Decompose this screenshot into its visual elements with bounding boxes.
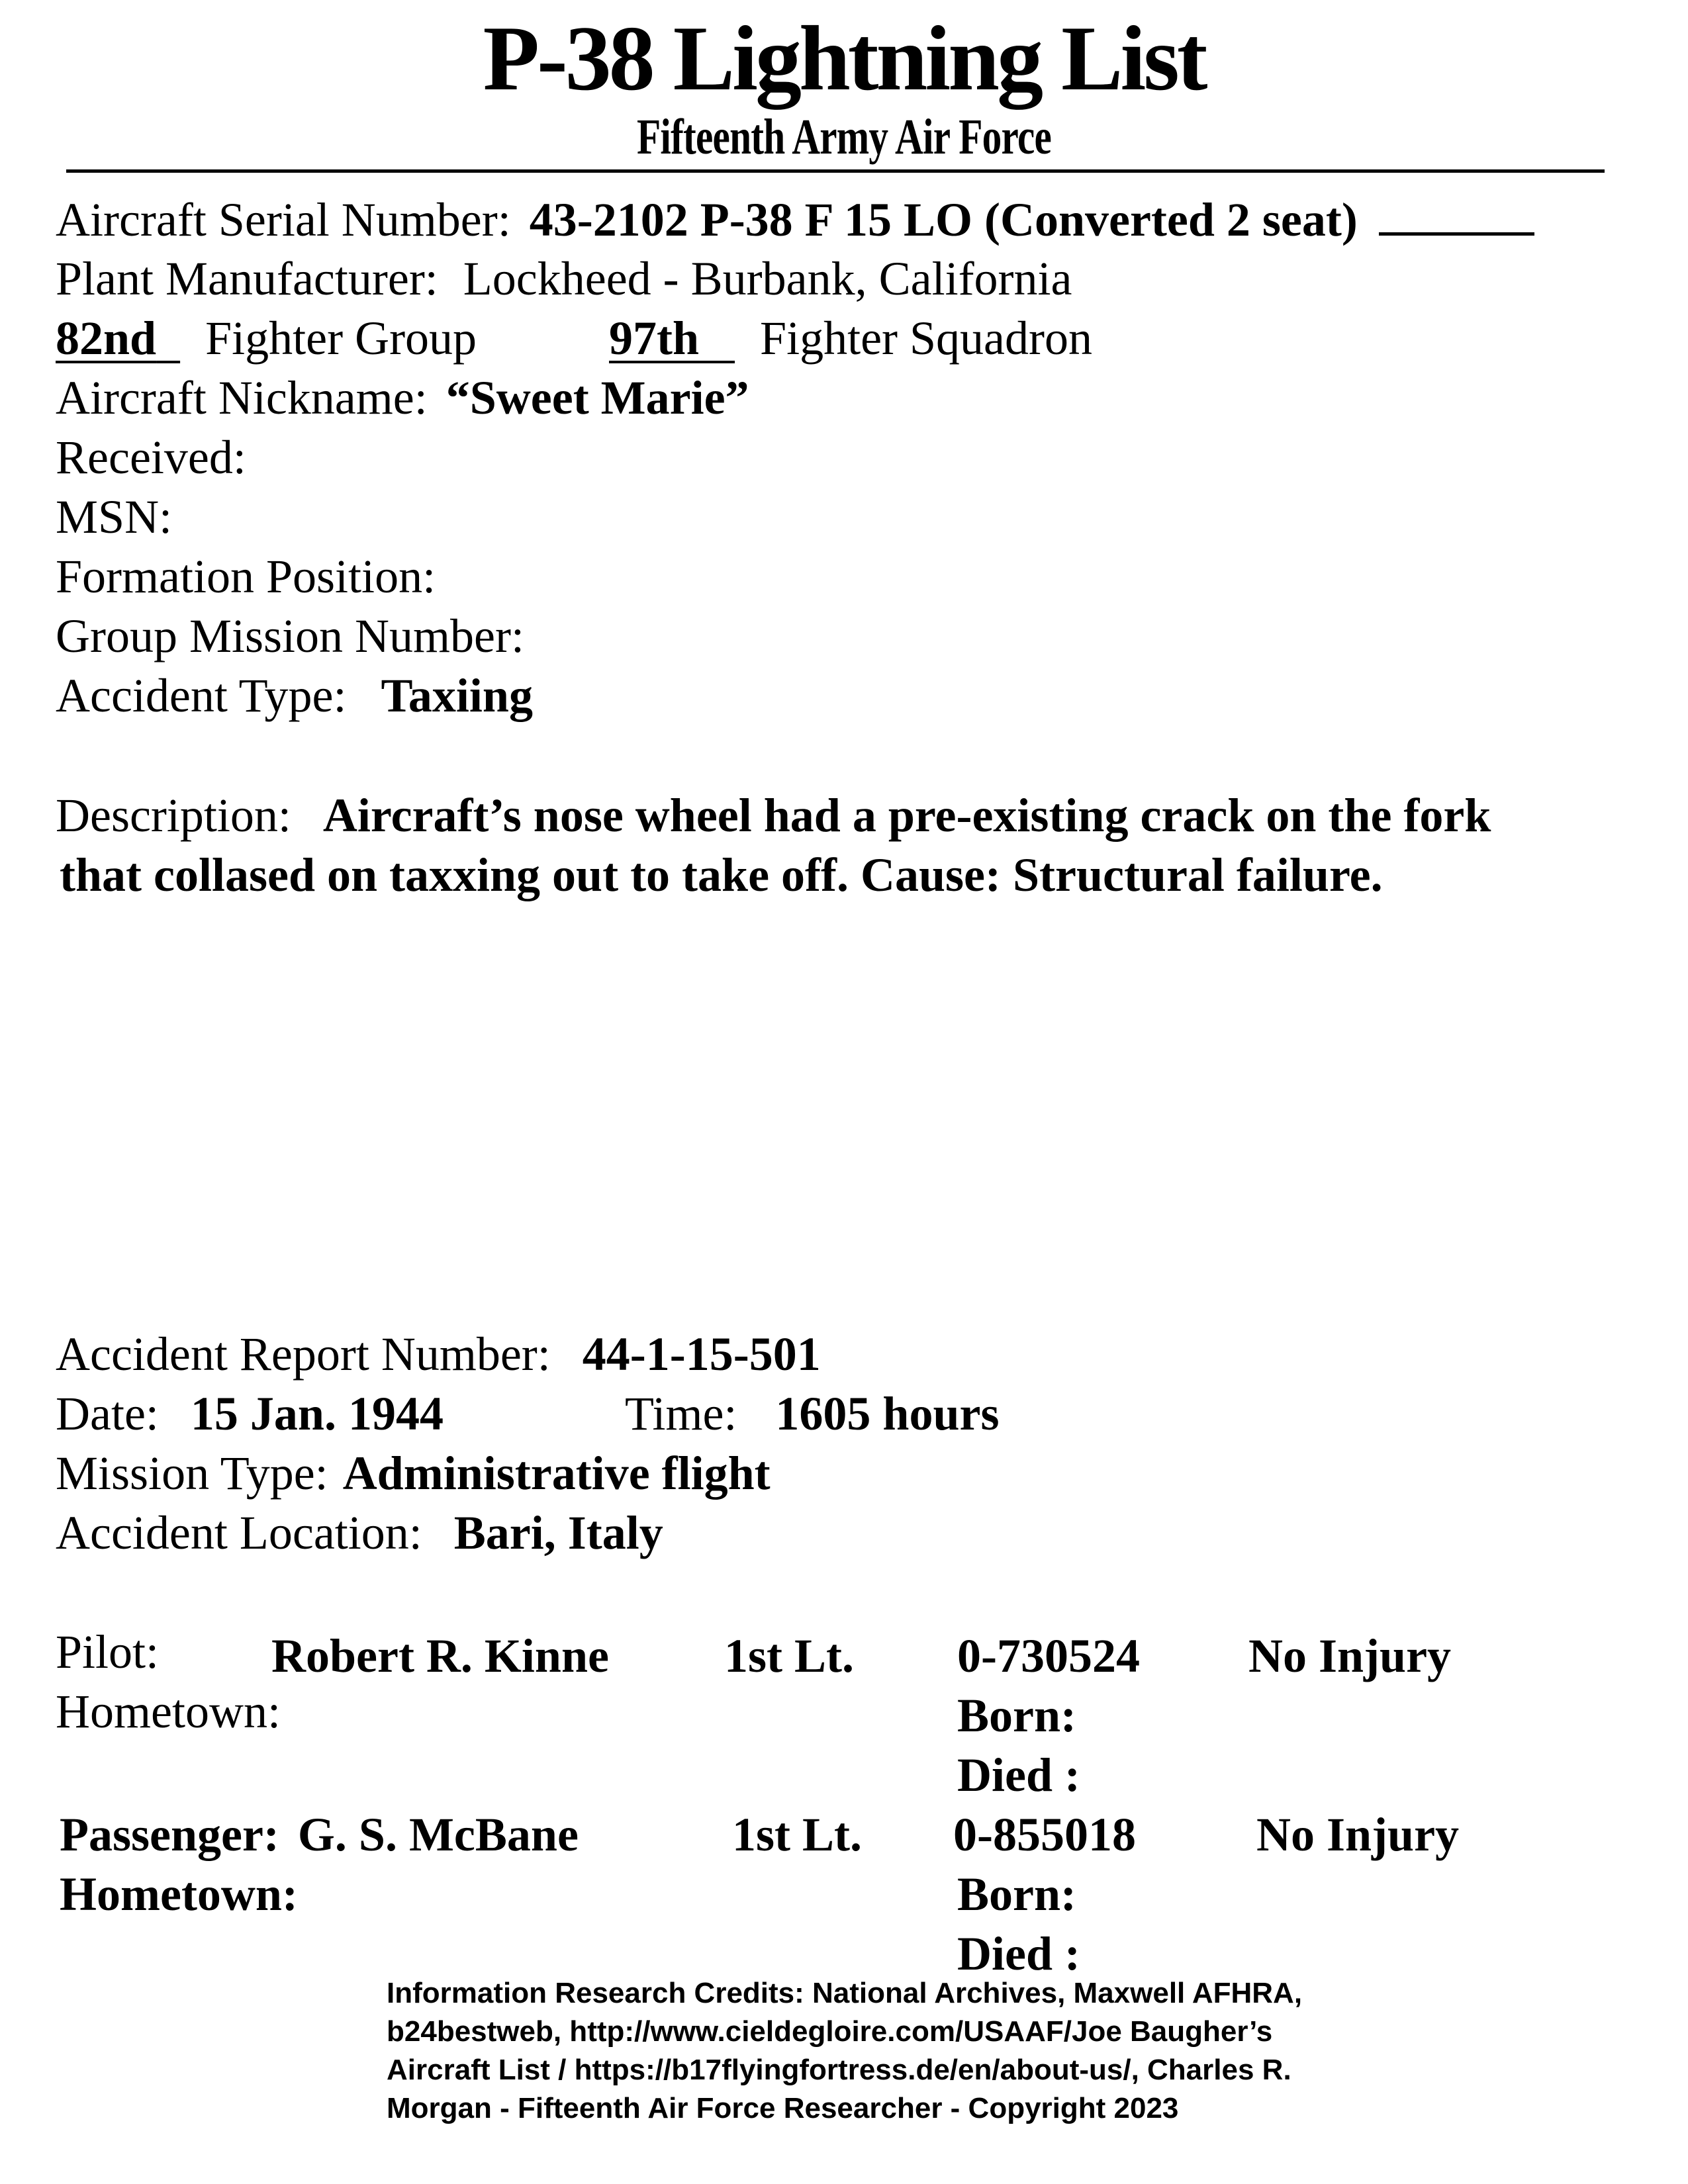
passenger-label: Passenger: (60, 1808, 279, 1861)
group-row (56, 312, 477, 365)
fighter-group-label: Fighter Group (205, 312, 477, 365)
passenger-row (60, 1808, 579, 1861)
serial-row (56, 193, 1534, 246)
pilot-label: Pilot: (56, 1625, 160, 1678)
pilot-status: No Injury (1248, 1629, 1452, 1682)
passenger-rank: 1st Lt. (732, 1808, 862, 1861)
date-label: Date: (56, 1387, 159, 1440)
description-label: Description: (56, 789, 291, 842)
description-text-2: that collased on taxxing out to take off. Cause: Structural failure. (60, 848, 1383, 901)
mission-type-value: Administrative flight (342, 1447, 771, 1500)
serial-label: Aircraft Serial Number: (56, 193, 511, 246)
serial-blank-line (1379, 198, 1534, 236)
pilot-name: Robert R. Kinne (271, 1629, 609, 1682)
accident-type-label: Accident Type: (56, 669, 347, 722)
passenger-serial: 0-855018 (953, 1808, 1136, 1861)
passenger-died-label: Died : (957, 1927, 1080, 1980)
location-row (56, 1506, 663, 1559)
squadron-row (609, 312, 1092, 365)
credits-line-2: b24bestweb, http://www.cieldegloire.com/USAAF/Joe Baugher’s (387, 2015, 1273, 2048)
pilot-serial: 0-730524 (957, 1629, 1140, 1682)
passenger-status: No Injury (1256, 1808, 1460, 1861)
fighter-group-value: 82nd (56, 312, 157, 365)
page-title: P-38 Lightning List (483, 7, 1205, 110)
location-label: Accident Location: (56, 1506, 422, 1559)
pilot-born-label: Born: (957, 1689, 1076, 1742)
received-label: Received: (56, 431, 246, 484)
passenger-born-label: Born: (957, 1868, 1076, 1921)
group-mission-number-label: Group Mission Number: (56, 610, 524, 662)
mission-type-row (56, 1447, 771, 1500)
fighter-squadron-label: Fighter Squadron (760, 312, 1092, 365)
description-text-1: Aircraft’s nose wheel had a pre-existing crack on the fork (322, 789, 1491, 842)
pilot-died-label: Died : (957, 1749, 1080, 1801)
msn-label: MSN: (56, 490, 173, 543)
nickname-value: “Sweet Marie” (445, 371, 749, 424)
time-label: Time: (625, 1387, 737, 1440)
report-number-row (56, 1328, 821, 1381)
time-value: 1605 hours (775, 1387, 1000, 1440)
serial-value: 43-2102 P-38 F 15 LO (Converted 2 seat) (529, 193, 1358, 246)
fighter-squadron-value: 97th (609, 312, 700, 365)
passenger-name: G. S. McBane (297, 1808, 579, 1861)
manufacturer-row (56, 252, 1072, 305)
pilot-rank: 1st Lt. (724, 1629, 854, 1682)
credits-line-4: Morgan - Fifteenth Air Force Researcher - Copyright 2023 (387, 2092, 1179, 2124)
accident-type-value: Taxiing (381, 669, 533, 722)
description-line-1 (56, 789, 1491, 842)
date-value: 15 Jan. 1944 (190, 1387, 444, 1440)
credits-line-3: Aircraft List / https://b17flyingfortress.de/en/about-us/, Charles R. (387, 2054, 1291, 2086)
accident-type-row (56, 669, 533, 722)
page-subtitle: Fifteenth Army Air Force (636, 109, 1052, 165)
report-number-value: 44-1-15-501 (582, 1328, 821, 1381)
credits-block (387, 1974, 1302, 2128)
header-divider (66, 169, 1605, 173)
date-row (56, 1387, 444, 1440)
location-value: Bari, Italy (453, 1506, 663, 1559)
report-number-label: Accident Report Number: (56, 1328, 551, 1381)
time-row (625, 1387, 1000, 1440)
formation-position-label: Formation Position: (56, 550, 436, 603)
credits-line-1: Information Research Credits: National Archives, Maxwell AFHRA, (387, 1977, 1303, 2009)
pilot-hometown-label: Hometown: (56, 1685, 281, 1738)
passenger-hometown-label: Hometown: (60, 1868, 298, 1921)
manufacturer-value: Lockheed - Burbank, California (463, 252, 1072, 305)
manufacturer-label: Plant Manufacturer: (56, 252, 438, 305)
nickname-label: Aircraft Nickname: (56, 371, 428, 424)
mission-type-label: Mission Type: (56, 1447, 328, 1500)
nickname-row (56, 371, 749, 424)
